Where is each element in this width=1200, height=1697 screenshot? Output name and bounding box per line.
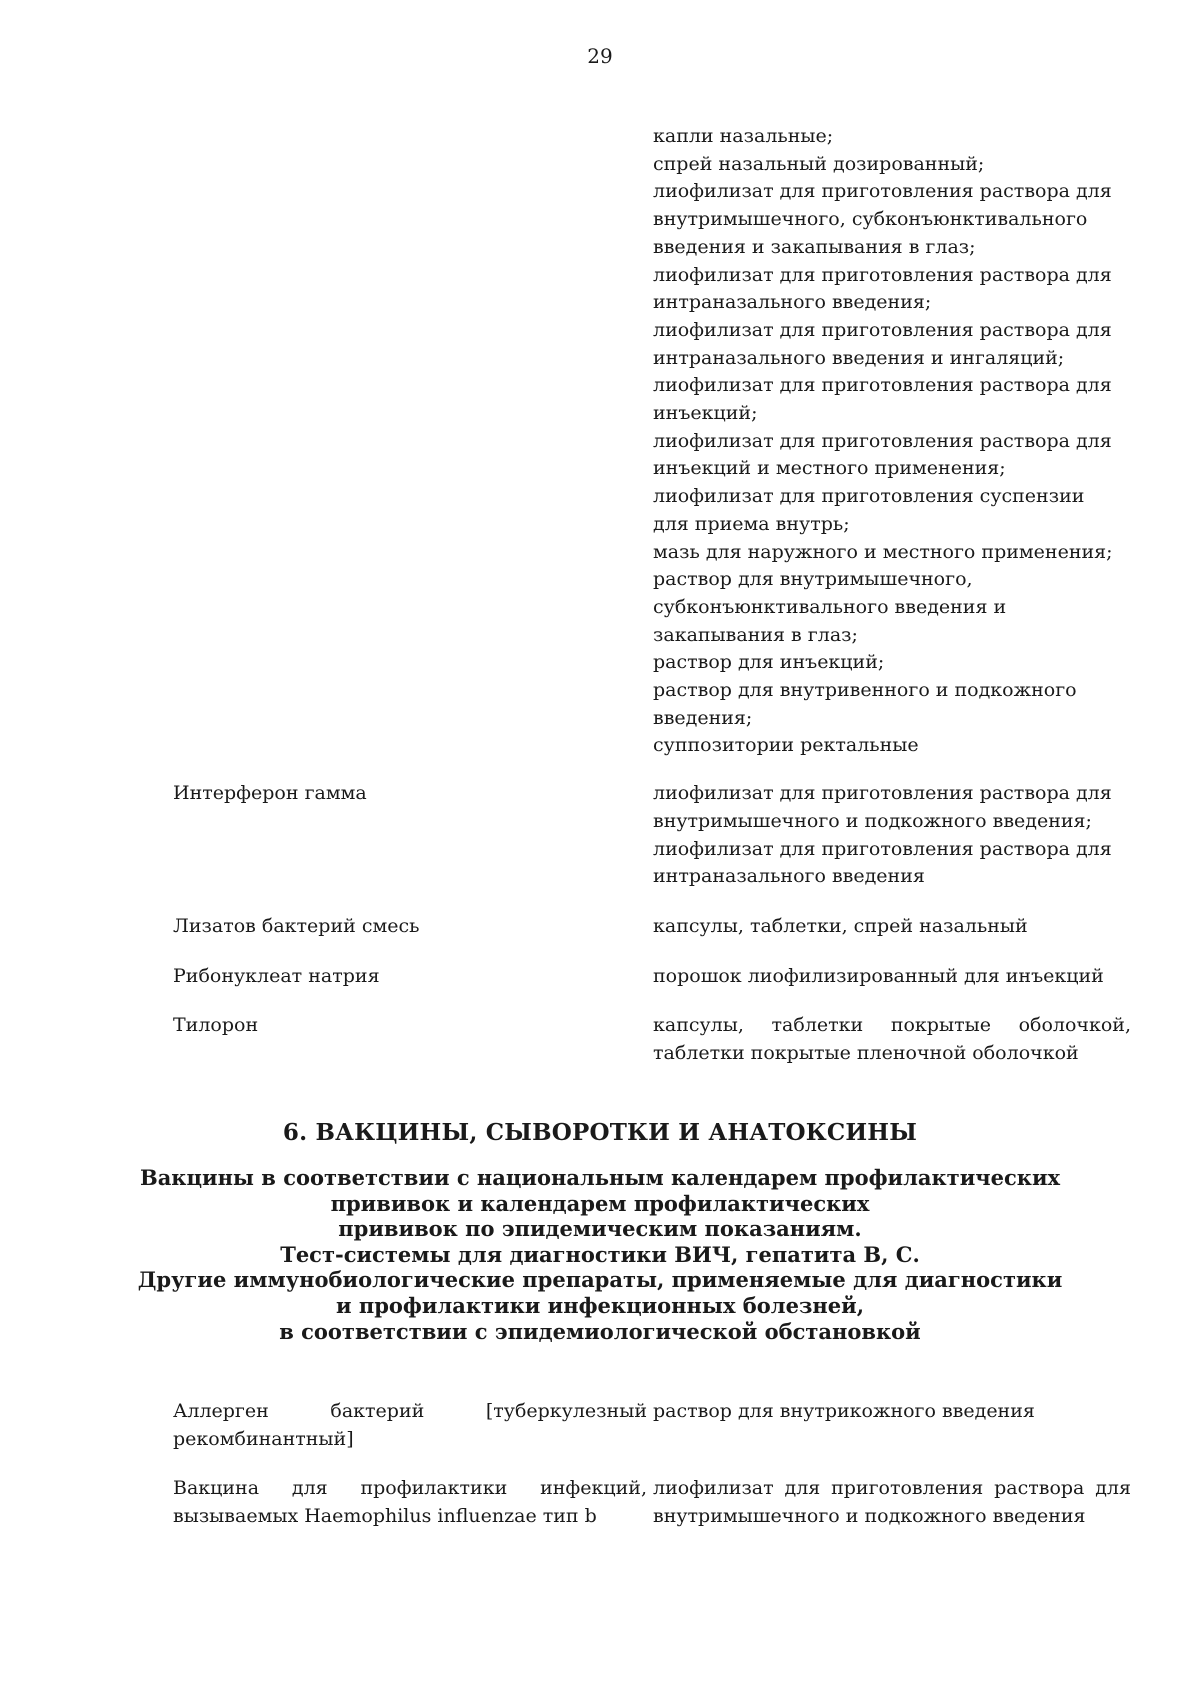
drug-name-line: рекомбинантный] (173, 1427, 354, 1450)
dosage-form-line: капсулы, таблетки покрытые оболочкой, (653, 1014, 1131, 1037)
dosage-form-line: раствор для внутримышечного, (653, 568, 973, 591)
dosage-form-line: порошок лиофилизированный для инъекций (653, 964, 1104, 987)
dosage-form-line: интраназального введения и ингаляций; (653, 346, 1065, 369)
dosage-form-line: раствор для внутрикожного введения (653, 1400, 1035, 1422)
dosage-forms-cell (653, 1398, 1131, 1426)
dosage-form-line: лиофилизат для приготовления раствора для (653, 782, 1112, 805)
dosage-form-line: инъекций; (653, 402, 758, 425)
table-row (173, 1012, 1131, 1067)
dosage-form-line: лиофилизат для приготовления раствора для (653, 180, 1112, 203)
dosage-form-line: субконъюнктивального введения и (653, 595, 1007, 618)
dosage-form-line: раствор для внутривенного и подкожного (653, 679, 1077, 702)
dosage-forms-cell (653, 963, 1131, 991)
dosage-form-line: внутримышечного и подкожного введения (653, 1505, 1086, 1528)
subtitle-line: в соответствии с эпидемиологической обстановкой (279, 1318, 921, 1344)
dosage-form-line: интраназального введения (653, 865, 925, 888)
drug-name: Лизатов бактерий смесь (173, 914, 420, 937)
dosage-form-line: введения; (653, 706, 753, 729)
dosage-form-line: введения и закапывания в глаз; (653, 235, 976, 258)
dosage-form-line: лиофилизат для приготовления раствора для (653, 837, 1112, 860)
subtitle-line: и профилактики инфекционных болезней, (335, 1292, 864, 1318)
drug-table-bottom (173, 1398, 1131, 1531)
subtitle-line: прививок по эпидемическим показаниям. (338, 1216, 862, 1242)
dosage-form-line: капсулы, таблетки, спрей назальный (653, 914, 1028, 937)
dosage-form-line: лиофилизат для приготовления раствора для (653, 318, 1112, 341)
dosage-form-line: спрей назальный дозированный; (653, 152, 985, 175)
drug-name-line: вызываемых Haemophilus influenzae тип b (173, 1505, 597, 1528)
dosage-form-line: интраназального введения; (653, 291, 932, 314)
dosage-form-line: инъекций и местного применения; (653, 457, 1006, 480)
dosage-forms-cell (653, 913, 1131, 941)
page-number: 29 (587, 44, 613, 68)
dosage-form-line: для приема внутрь; (653, 512, 850, 535)
dosage-form-line: раствор для инъекций; (653, 651, 885, 674)
table-row (173, 780, 1131, 891)
dosage-form-line: лиофилизат для приготовления раствора для (653, 1477, 1131, 1500)
drug-name-line: Вакцина для профилактики инфекций, (173, 1477, 647, 1500)
dosage-forms-cell (653, 1012, 1131, 1067)
drug-name-cell (173, 1398, 647, 1453)
section-subtitle (0, 1165, 1200, 1344)
drug-table-top (173, 123, 1131, 1068)
table-row (173, 123, 1131, 760)
dosage-forms-cell (653, 1475, 1131, 1530)
dosage-form-line: таблетки покрытые пленочной оболочкой (653, 1042, 1079, 1065)
drug-name-line: Аллерген бактерий [туберкулезный (173, 1400, 647, 1422)
drug-name: Тилорон (173, 1014, 259, 1037)
section-title: 6. ВАКЦИНЫ, СЫВОРОТКИ И АНАТОКСИНЫ (282, 1119, 918, 1146)
dosage-form-line: лиофилизат для приготовления раствора для (653, 374, 1112, 397)
subtitle-line: прививок и календарем профилактических (330, 1190, 870, 1216)
dosage-form-line: лиофилизат для приготовления раствора для (653, 263, 1112, 286)
table-row (173, 1398, 1131, 1453)
dosage-form-line: мазь для наружного и местного применения; (653, 540, 1113, 563)
subtitle-line: Другие иммунобиологические препараты, применяемые для диагностики (137, 1267, 1063, 1293)
dosage-form-line: внутримышечного и подкожного введения; (653, 809, 1092, 832)
table-row (173, 963, 1131, 991)
table-row (173, 913, 1131, 941)
subtitle-line: Вакцины в соответствии с национальным календарем профилактических (139, 1165, 1061, 1190)
drug-name: Рибонуклеат натрия (173, 964, 380, 987)
dosage-forms-cell (653, 780, 1131, 891)
dosage-form-line: лиофилизат для приготовления суспензии (653, 485, 1085, 508)
drug-name: Интерферон гамма (173, 782, 367, 805)
dosage-form-line: лиофилизат для приготовления раствора для (653, 429, 1112, 452)
table-row (173, 1475, 1131, 1530)
dosage-form-line: внутримышечного, субконъюнктивального (653, 208, 1088, 231)
dosage-form-line: суппозитории ректальные (653, 734, 919, 757)
dosage-forms-cell (653, 123, 1131, 760)
subtitle-line: Тест-системы для диагностики ВИЧ, гепатита В, С. (280, 1241, 920, 1267)
dosage-form-line: закапывания в глаз; (653, 623, 858, 646)
dosage-form-line: капли назальные; (653, 125, 834, 147)
drug-name-cell (173, 1475, 647, 1530)
